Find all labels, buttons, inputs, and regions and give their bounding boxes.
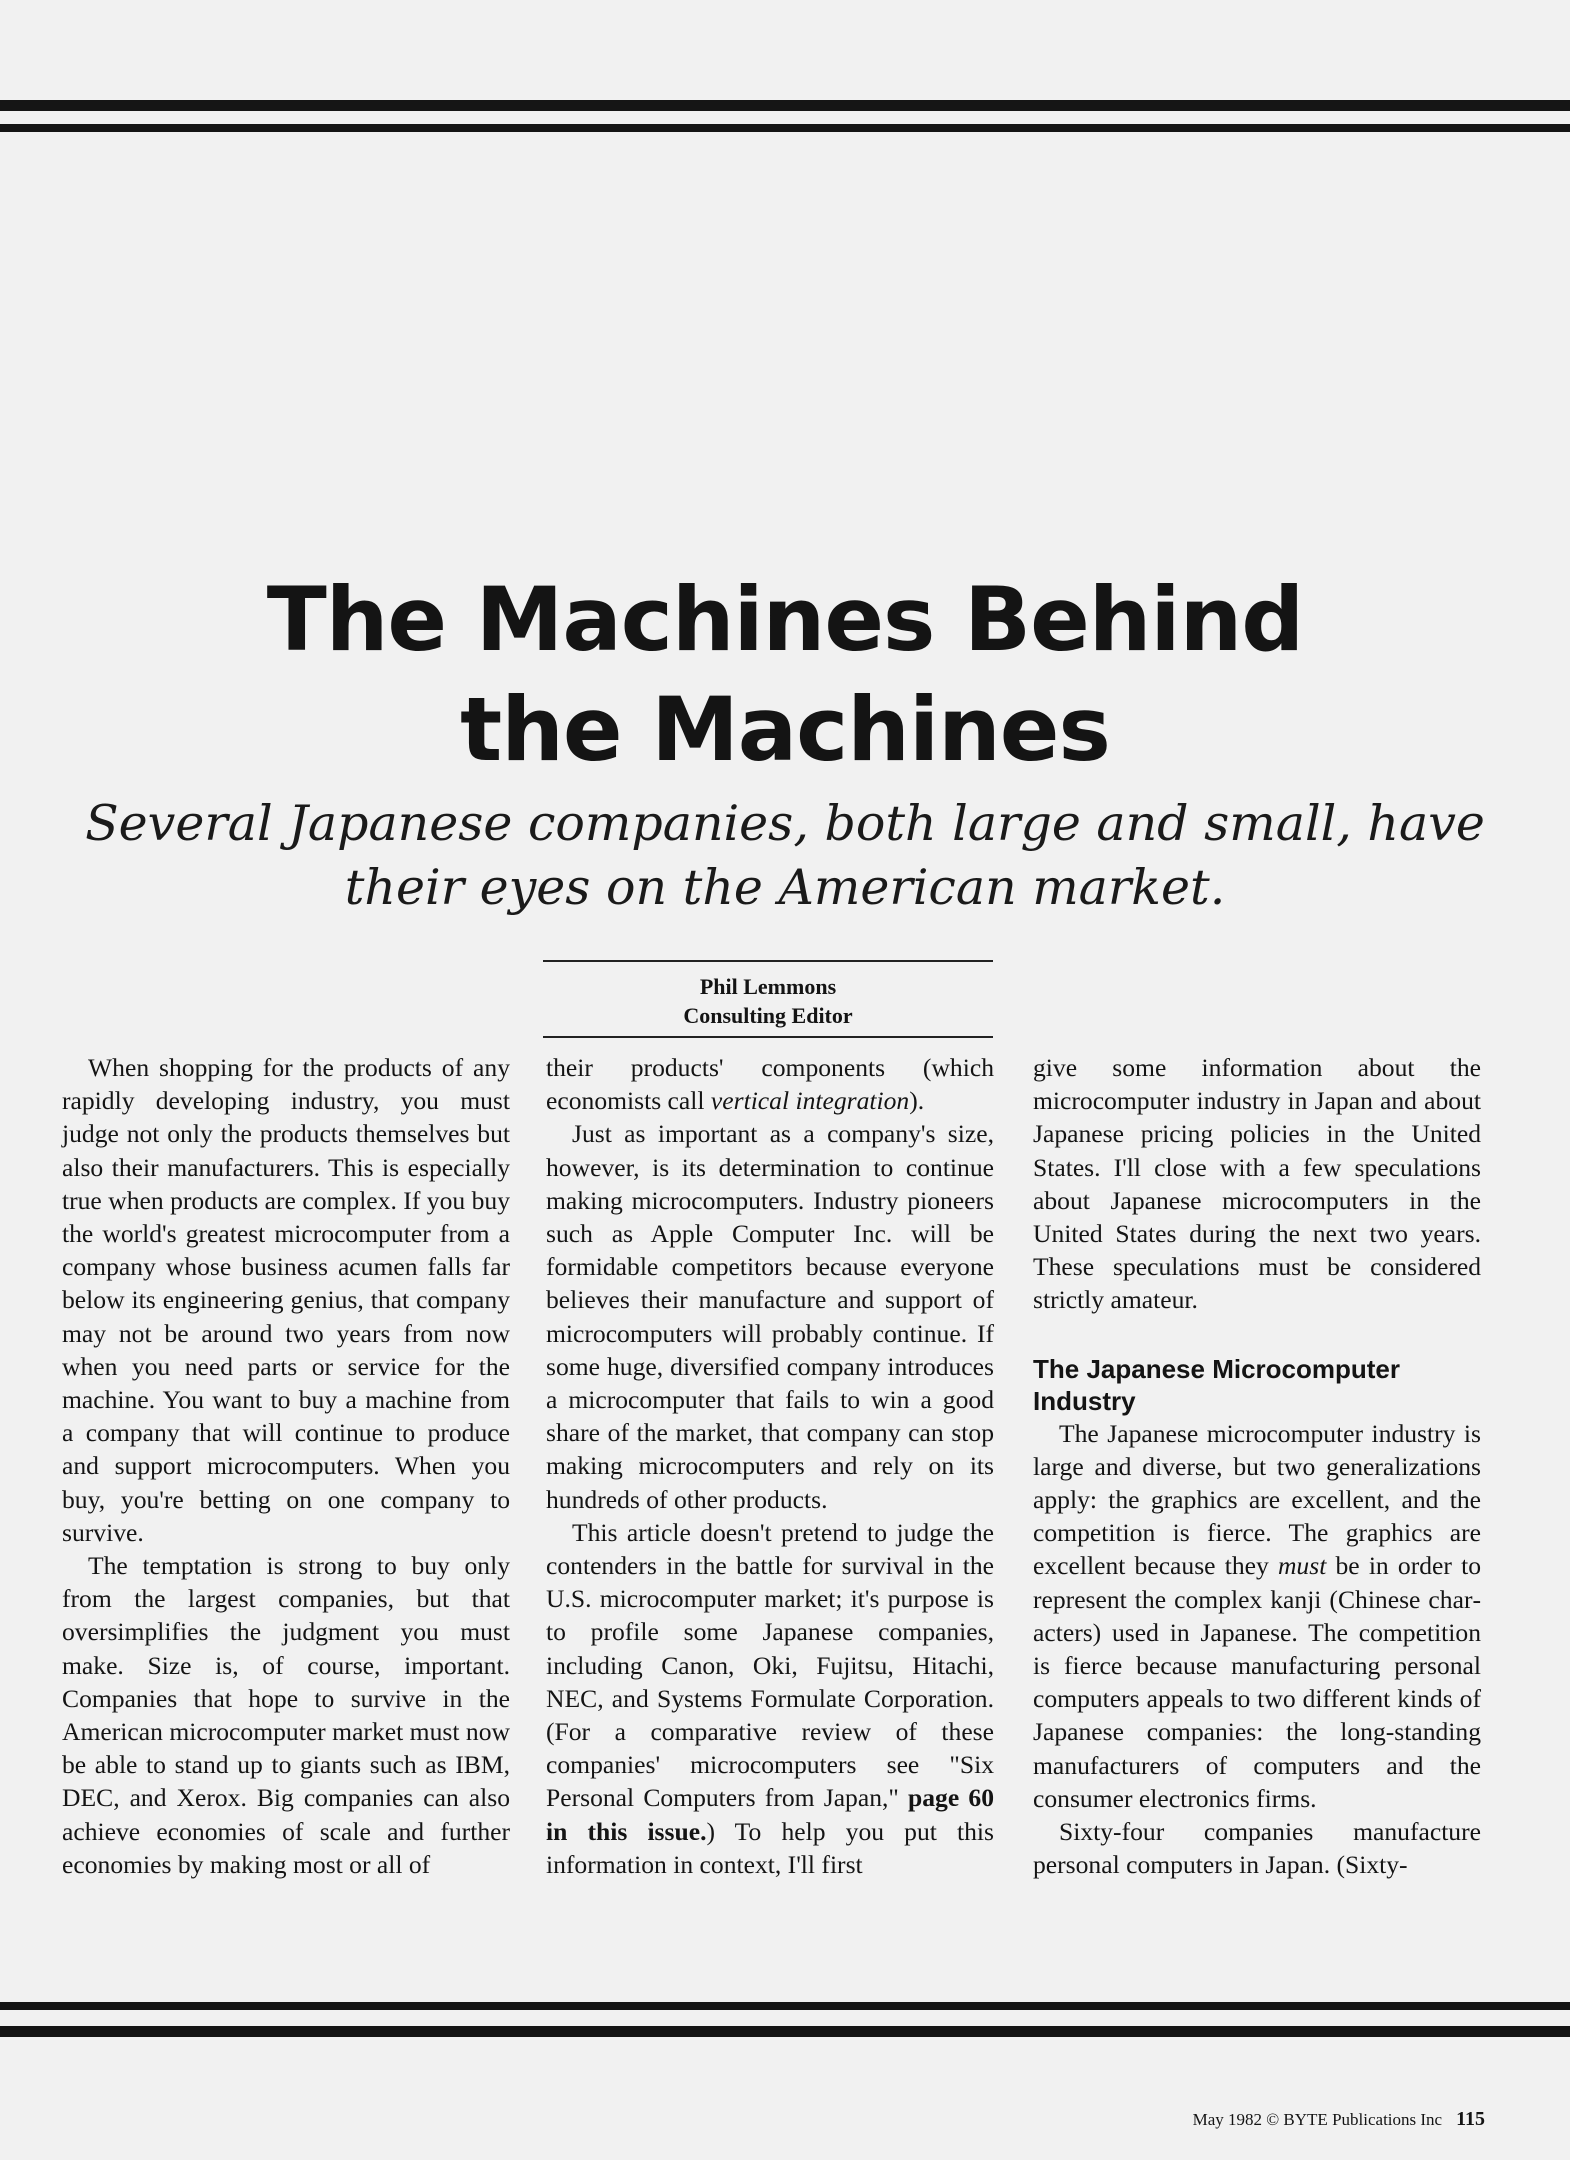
section-heading: The Japanese Microcomputer Industry — [1033, 1353, 1400, 1416]
paragraph — [546, 1051, 994, 1117]
text-run: be in order to represent the complex kanji (Chinese characters) used in Japanese. The competition is fierce because manufacturing personal computers appeals to two different kinds of Japanese companies: the long-standing manufacturers of computers and the consumer electronics firms. — [1033, 1551, 1481, 1813]
page-footer — [1193, 2108, 1485, 2131]
paragraph: The temptation is strong to buy only from the largest companies, but that oversimplifies the judgment you must make. Size is, of course, important. Companies that hope to survive in the American microcomputer market must now be able to stand up to giants such as IBM, DEC, and Xerox. Big companies can also achieve economies of scale and further economies by making most or all of — [62, 1551, 510, 1879]
paragraph: Sixty-four companies manufacture personal computers in Japan. (Sixty- — [1033, 1817, 1481, 1880]
text-run: ). — [909, 1086, 925, 1116]
paragraph — [1033, 1417, 1481, 1815]
bottom-rule-thick — [0, 2002, 1570, 2010]
article-subtitle: Several Japanese companies, both large and small, have their eyes on the American market. — [85, 795, 1485, 916]
emphasis-term: vertical integration — [710, 1086, 910, 1116]
byline — [543, 960, 993, 1038]
title-line-2: the Machines — [460, 678, 1110, 781]
title-line-1: The Machines Behind — [266, 568, 1304, 671]
top-rule-thin — [0, 124, 1570, 132]
column-2 — [546, 1051, 994, 1881]
page-reference: page 60 in this issue. — [546, 1783, 994, 1846]
text-run: their products' components (which economists call — [546, 1053, 994, 1116]
text-run: The Japanese microcomputer industry is large and diverse, but two generalizations apply: the graphics are excellent, and the competition is fierce. The graphics are excellent because they — [1033, 1418, 1481, 1581]
page-number: 115 — [1456, 2108, 1485, 2130]
text-run: ) To help you put this information in context, I'll first — [546, 1816, 994, 1879]
top-rule-thick — [0, 100, 1570, 111]
paragraph: When shopping for the products of any rapidly developing industry, you must judge not only the products themselves but also their manufacturers. This is especially true when products are complex. If you buy the world's greatest microcomputer from a company whose business acumen falls far below its engineering genius, that company may not be around two years from now when you need parts or service for the machine. You want to buy a machine from a company that will continue to produce and support microcomputers. When you buy, you're betting on one company to survive. — [62, 1053, 510, 1547]
paragraph — [546, 1516, 994, 1881]
emphasis-term: must — [1277, 1551, 1327, 1581]
text-run: This article doesn't pretend to judge the contenders in the battle for survival in the U.S. microcomputer market; it's purpose is to profile some Japanese companies, including Canon, Oki, Fujitsu, Hitachi, NEC, and Systems Formulate Corporation. (For a comparative review of these companies' microcomputers see "Six Personal Computers from Japan," — [546, 1517, 994, 1813]
author-title: Consulting Editor — [683, 1003, 853, 1028]
bottom-rule-thin — [0, 2026, 1570, 2037]
column-1 — [62, 1051, 510, 1881]
footer-credit: May 1982 © BYTE Publications Inc — [1192, 2110, 1443, 2129]
author-name: Phil Lemmons — [699, 974, 837, 999]
paragraph: give some information about the microcomputer industry in Japan and about Japanese pricing policies in the United States. I'll close with a few speculations about Japanese microcomputers in the United States during the next two years. These speculations must be considered strictly amateur. — [1033, 1053, 1481, 1315]
paragraph: Just as important as a company's size, however, is its determination to continue making microcomputers. Industry pioneers such as Apple Computer Inc. will be formidable competitors because everyone believes their manufacture and support of microcomputers will probably continue. If some huge, diversified company introduces a microcomputer that fails to win a good share of the market, that company can stop making microcomputers and rely on its hundreds of other products. — [546, 1119, 994, 1514]
article-title — [0, 565, 1570, 785]
column-3 — [1033, 1051, 1481, 1881]
